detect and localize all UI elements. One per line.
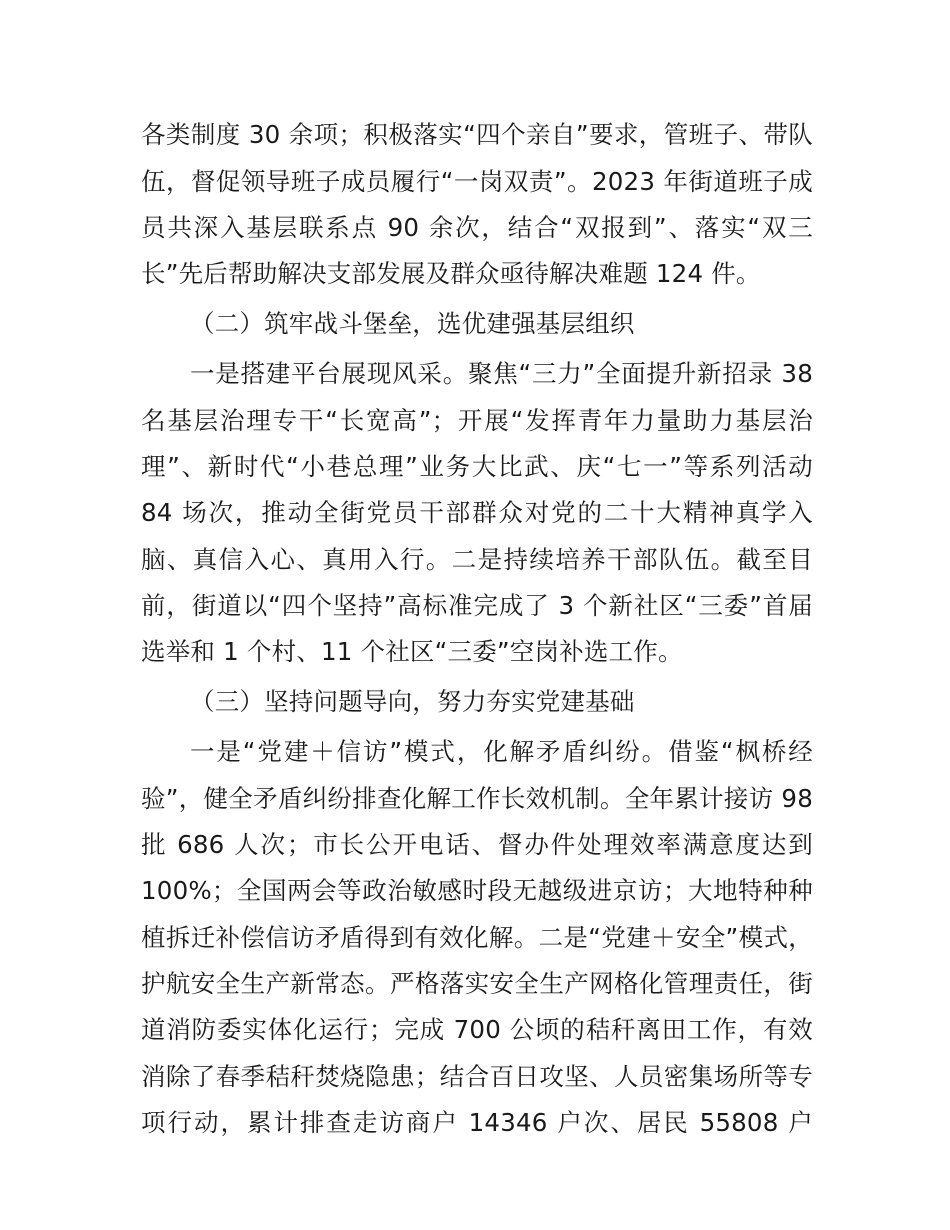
text-line: 理”、新时代“小巷总理”业务大比武、庆“七一”等系列活动 xyxy=(141,452,813,481)
text-line: 84 场次，推动全街党员干部群众对党的二十大精神真学入 xyxy=(141,498,813,527)
text-line: 道消防委实体化运行；完成 700 公顷的秸秆离田工作，有效 xyxy=(141,1015,813,1044)
section-heading: （二）筑牢战斗堡垒，选优建强基层组织 xyxy=(190,309,635,338)
text-line: 批 686 人次；市长公开电话、督办件处理效率满意度达到 xyxy=(141,830,813,859)
section-heading: （三）坚持问题导向，努力夯实党建基础 xyxy=(190,687,635,716)
text-line: 一是“党建＋信访”模式，化解矛盾纠纷。借鉴“枫桥经 xyxy=(190,737,813,766)
text-line: 植拆迁补偿信访矛盾得到有效化解。二是“党建＋安全”模式， xyxy=(141,923,813,952)
text-line: 名基层治理专干“长宽高”；开展“发挥青年力量助力基层治 xyxy=(141,406,813,435)
text-line: 选举和 1 个村、11 个社区“三委”空岗补选工作。 xyxy=(141,637,683,666)
text-line: 脑、真信入心、真用入行。二是持续培养干部队伍。截至目 xyxy=(141,545,813,574)
text-line: 消除了春季秸秆焚烧隐患；结合百日攻坚、人员密集场所等专 xyxy=(141,1062,813,1091)
text-line: 长”先后帮助解决支部发展及群众亟待解决难题 124 件。 xyxy=(141,259,761,288)
text-line: 验”，健全矛盾纠纷排查化解工作长效机制。全年累计接访 98 xyxy=(141,784,813,813)
text-line: 一是搭建平台展现风采。聚焦“三力”全面提升新招录 38 xyxy=(190,359,813,388)
text-line: 100%；全国两会等政治敏感时段无越级进京访；大地特种种 xyxy=(141,876,813,905)
text-line: 各类制度 30 余项；积极落实“四个亲自”要求，管班子、带队 xyxy=(141,120,813,149)
text-line: 员共深入基层联系点 90 余次，结合“双报到”、落实“双三 xyxy=(141,213,813,242)
text-line: 护航安全生产新常态。严格落实安全生产网格化管理责任，街 xyxy=(141,969,813,998)
text-line: 前，街道以“四个坚持”高标准完成了 3 个新社区“三委”首届 xyxy=(141,591,813,620)
text-line: 项行动，累计排查走访商户 14346 户次、居民 55808 户 xyxy=(141,1108,813,1137)
text-line: 伍，督促领导班子成员履行“一岗双责”。2023 年街道班子成 xyxy=(141,167,813,196)
